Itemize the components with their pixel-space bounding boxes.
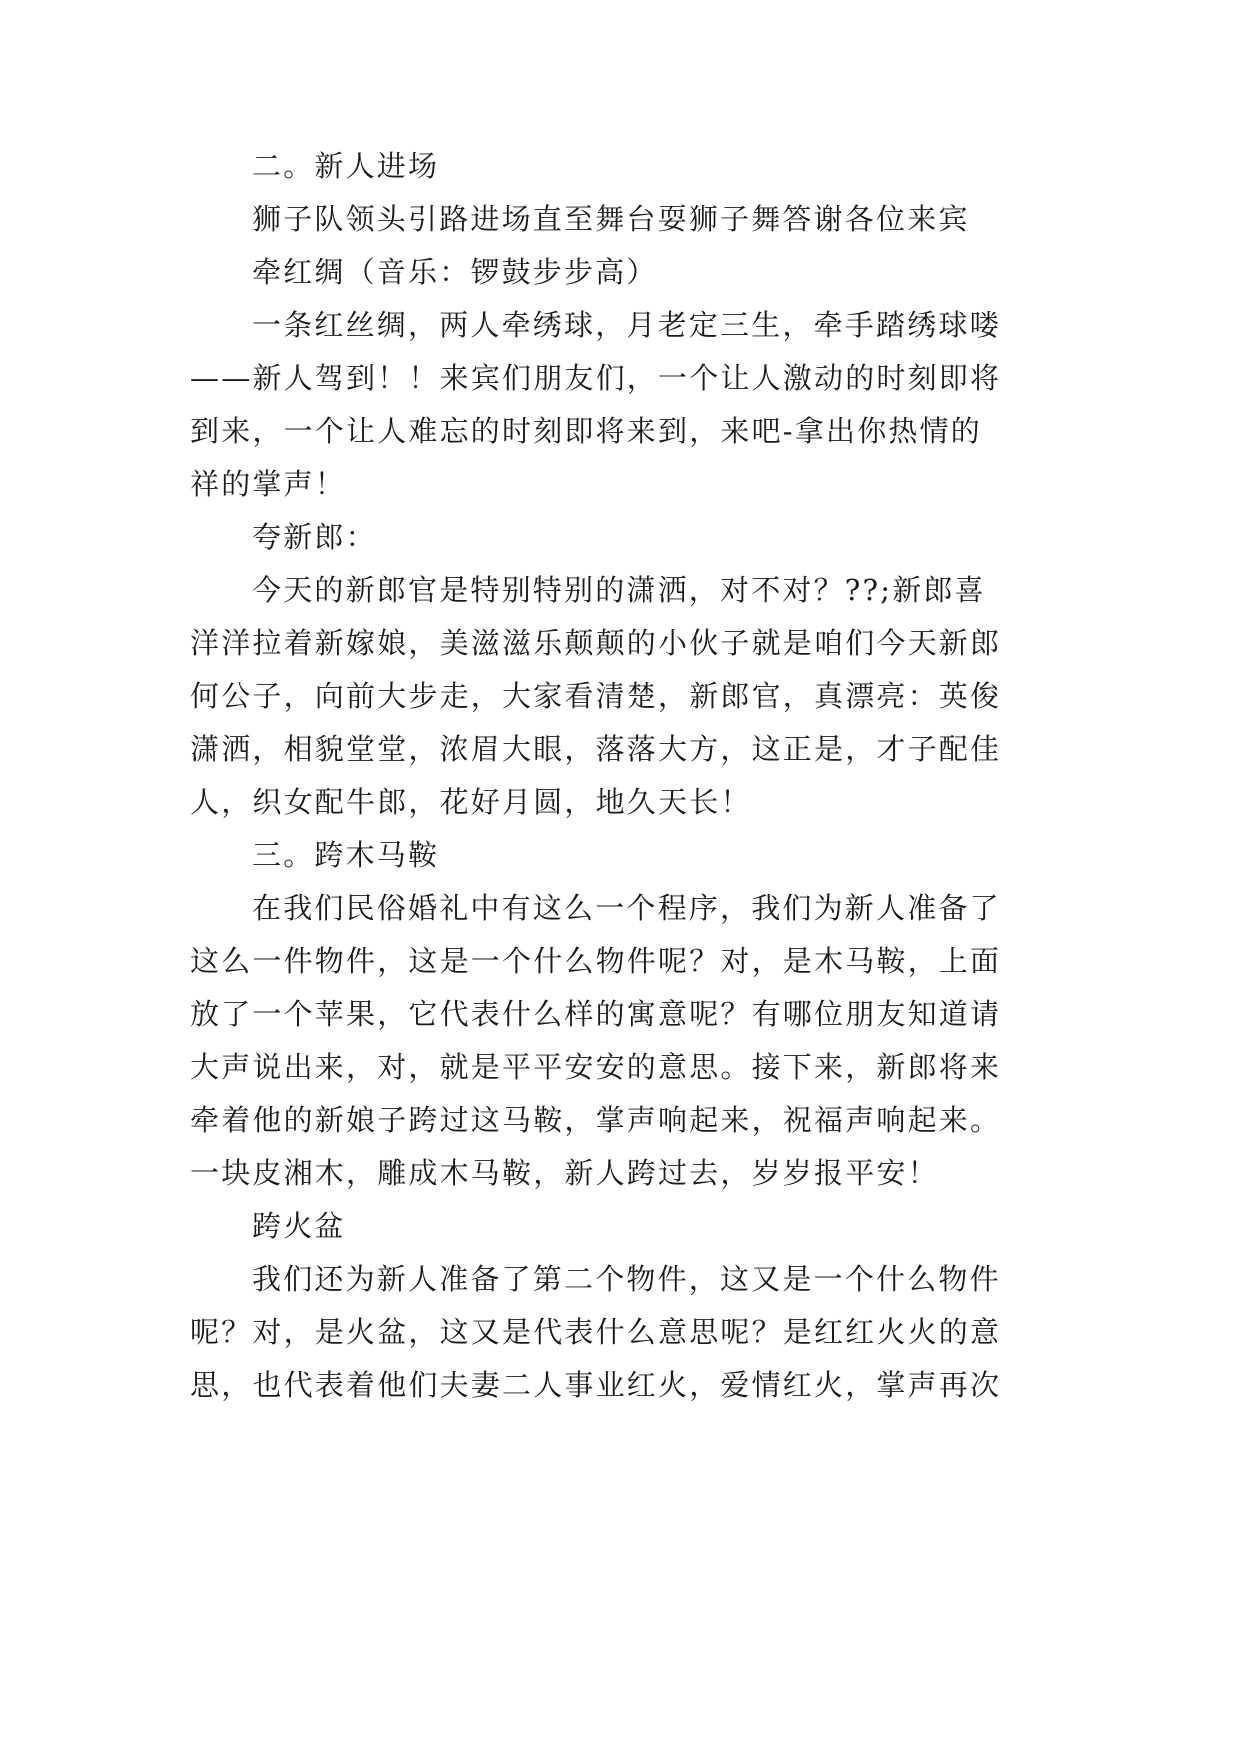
paragraph-line: 大声说出来，对，就是平平安安的意思。接下来，新郎将来 [190, 1050, 1002, 1084]
paragraph-line: 何公子，向前大步走，大家看清楚，新郎官，真漂亮：英俊 [190, 679, 1002, 713]
paragraph-line: 牵着他的新娘子跨过这马鞍，掌声响起来，祝福声响起来。 [190, 1103, 1002, 1137]
paragraph-line: ——新人驾到！！来宾们朋友们，一个让人激动的时刻即将 [190, 361, 1002, 395]
paragraph-line: 潇洒，相貌堂堂，浓眉大眼，落落大方，这正是，才子配佳 [190, 732, 1002, 766]
paragraph-line: 我们还为新人准备了第二个物件，这又是一个什么物件 [252, 1262, 1001, 1296]
subheading-red-silk: 牵红绸（音乐：锣鼓步步高） [252, 255, 658, 289]
paragraph-line: 放了一个苹果，它代表什么样的寓意呢？有哪位朋友知道请 [190, 997, 1002, 1031]
paragraph-line: 狮子队领头引路进场直至舞台耍狮子舞答谢各位来宾 [252, 202, 970, 236]
paragraph-line: 到来，一个让人难忘的时刻即将来到，来吧-拿出你热情的 [190, 414, 982, 448]
heading-saddle: 三。跨木马鞍 [252, 838, 440, 872]
paragraph-line: 在我们民俗婚礼中有这么一个程序，我们为新人准备了 [252, 891, 1001, 925]
heading-newlyweds-entrance: 二。新人进场 [252, 149, 440, 183]
paragraph-line: 思，也代表着他们夫妻二人事业红火，爱情红火，掌声再次 [190, 1368, 1002, 1402]
paragraph-line: 洋洋拉着新嫁娘，美滋滋乐颠颠的小伙子就是咱们今天新郎 [190, 626, 1002, 660]
subheading-praise-groom: 夸新郎： [252, 520, 377, 554]
paragraph-line: 祥的掌声！ [190, 467, 347, 501]
paragraph-line: 一条红丝绸，两人牵绣球，月老定三生，牵手踏绣球喽 [252, 308, 1001, 342]
paragraph-line: 呢？对，是火盆，这又是代表什么意思呢？是红红火火的意 [190, 1315, 1002, 1349]
paragraph-line: 人，织女配牛郎，花好月圆，地久天长！ [190, 785, 752, 819]
subheading-fire-basin: 跨火盆 [252, 1209, 346, 1243]
paragraph-line: 这么一件物件，这是一个什么物件呢？对，是木马鞍，上面 [190, 944, 1002, 978]
paragraph-line: 今天的新郎官是特别特别的潇洒，对不对？??;新郎喜 [252, 573, 986, 607]
paragraph-line: 一块皮湘木，雕成木马鞍，新人跨过去，岁岁报平安！ [190, 1156, 939, 1190]
